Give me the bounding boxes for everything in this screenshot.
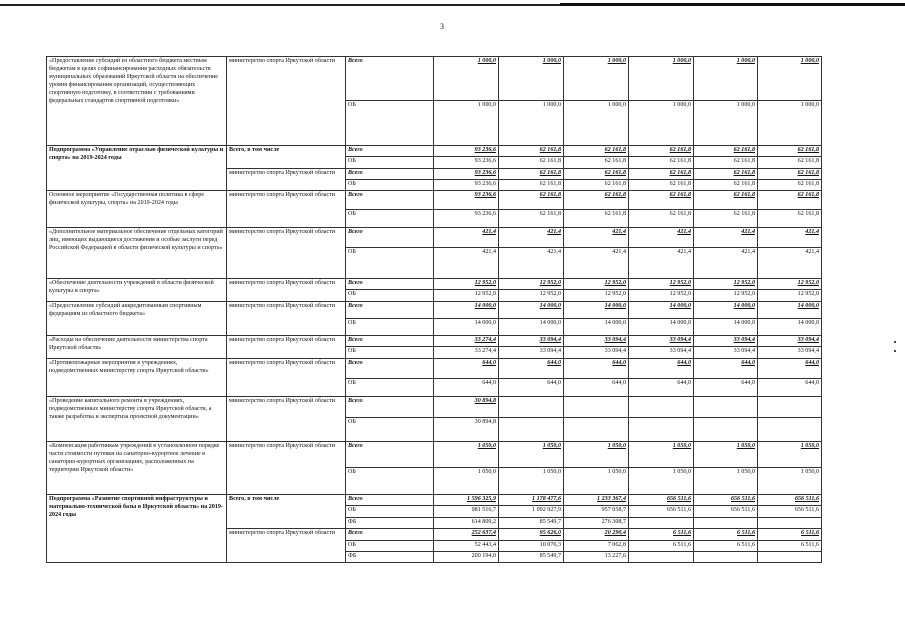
- value-cell: 62 161,8: [758, 169, 822, 180]
- funding-source-cell: ОБ: [346, 468, 434, 495]
- value-cell: 7 062,8: [564, 541, 629, 552]
- value-cell: 1 000,0: [434, 101, 499, 146]
- value-cell: [629, 518, 694, 529]
- value-cell: [629, 418, 694, 442]
- margin-mark: [894, 350, 896, 352]
- value-cell: 62 161,8: [499, 169, 564, 180]
- value-cell: [629, 397, 694, 418]
- value-cell: 14 000,0: [564, 302, 629, 319]
- table-row: [47, 191, 822, 210]
- value-cell: 421,4: [499, 228, 564, 248]
- value-cell: 421,4: [564, 228, 629, 248]
- value-cell: 62 161,8: [694, 191, 758, 210]
- value-cell: 14 000,0: [758, 302, 822, 319]
- value-cell: 656 511,6: [758, 506, 822, 518]
- value-cell: 1 596 325,9: [434, 495, 499, 506]
- value-cell: 644,0: [629, 359, 694, 379]
- value-cell: 1 000,0: [564, 101, 629, 146]
- value-cell: 656 511,6: [629, 506, 694, 518]
- value-cell: 33 094,4: [758, 347, 822, 359]
- value-cell: 1 050,0: [758, 442, 822, 468]
- program-name-cell: «Расходы на обеспечение деятельности министерства спорта Иркутской области»: [47, 336, 227, 359]
- table-row: [47, 397, 822, 418]
- value-cell: 12 952,0: [694, 279, 758, 290]
- funding-source-cell: ОБ: [346, 347, 434, 359]
- value-cell: 200 194,0: [434, 552, 499, 563]
- value-cell: 62 161,8: [758, 180, 822, 191]
- value-cell: 1 050,0: [499, 442, 564, 468]
- value-cell: [758, 418, 822, 442]
- value-cell: 62 161,8: [564, 169, 629, 180]
- value-cell: 14 000,0: [629, 319, 694, 336]
- funding-source-cell: ОБ: [346, 506, 434, 518]
- value-cell: 12 952,0: [758, 290, 822, 302]
- funding-source-cell: Всего: [346, 146, 434, 157]
- funding-source-cell: Всего: [346, 495, 434, 506]
- value-cell: 85 549,7: [499, 518, 564, 529]
- value-cell: 1 000,0: [629, 57, 694, 101]
- value-cell: 1 000,0: [629, 101, 694, 146]
- program-name-cell: «Компенсация работникам учреждений в установленном порядке части стоимости путевки на санаторно-курортное лечение в санаторно-курортных организациях, расположенных на территории Иркутской области»: [47, 442, 227, 495]
- value-cell: 62 161,8: [564, 180, 629, 191]
- value-cell: 1 000,0: [564, 57, 629, 101]
- value-cell: 62 161,8: [629, 210, 694, 228]
- value-cell: 93 236,6: [434, 210, 499, 228]
- value-cell: 12 952,0: [629, 279, 694, 290]
- value-cell: 1 050,0: [499, 468, 564, 495]
- value-cell: 421,4: [694, 248, 758, 279]
- value-cell: 1 178 477,6: [499, 495, 564, 506]
- funding-source-cell: ОБ: [346, 248, 434, 279]
- value-cell: 1 000,0: [758, 101, 822, 146]
- responsible-cell: министерство спорта Иркутской области: [227, 302, 346, 336]
- funding-source-cell: ОБ: [346, 319, 434, 336]
- value-cell: 14 000,0: [629, 302, 694, 319]
- value-cell: 62 161,8: [629, 157, 694, 169]
- value-cell: 276 308,7: [564, 518, 629, 529]
- value-cell: 421,4: [564, 248, 629, 279]
- value-cell: 62 161,8: [499, 157, 564, 169]
- program-name-cell: Подпрограмма «Развитие спортивной инфраструктуры и материально-технической базы в Иркутской области» на 2019-2024 годы: [47, 495, 227, 563]
- value-cell: 14 000,0: [434, 319, 499, 336]
- funding-source-cell: Всего: [346, 279, 434, 290]
- value-cell: 62 161,8: [694, 157, 758, 169]
- funding-source-cell: Всего: [346, 302, 434, 319]
- value-cell: 62 161,8: [564, 191, 629, 210]
- value-cell: 6 511,6: [694, 541, 758, 552]
- value-cell: 644,0: [499, 379, 564, 397]
- program-name-cell: «Проведение капитального ремонта в учреждениях, подведомственных министерству спорта Иркутской области, а также разработка и экспертиза проектной документации»: [47, 397, 227, 442]
- value-cell: 1 000,0: [434, 57, 499, 101]
- value-cell: 62 161,8: [564, 210, 629, 228]
- value-cell: 14 000,0: [758, 319, 822, 336]
- value-cell: [694, 552, 758, 563]
- value-cell: 1 092 927,9: [499, 506, 564, 518]
- value-cell: 62 161,8: [758, 191, 822, 210]
- value-cell: 1 000,0: [499, 57, 564, 101]
- table-row: [47, 359, 822, 379]
- value-cell: 62 161,8: [758, 210, 822, 228]
- value-cell: 6 511,6: [694, 529, 758, 541]
- value-cell: 421,4: [629, 248, 694, 279]
- responsible-cell: министерство спорта Иркутской области: [227, 57, 346, 146]
- value-cell: 62 161,8: [758, 157, 822, 169]
- value-cell: 644,0: [694, 379, 758, 397]
- funding-source-cell: ОБ: [346, 180, 434, 191]
- value-cell: 95 626,0: [499, 529, 564, 541]
- value-cell: 644,0: [758, 379, 822, 397]
- funding-source-cell: Всего: [346, 359, 434, 379]
- value-cell: 1 050,0: [694, 442, 758, 468]
- program-name-cell: «Обеспечение деятельности учреждений в области физической культуры и спорта»: [47, 279, 227, 302]
- value-cell: 12 952,0: [434, 279, 499, 290]
- value-cell: [629, 552, 694, 563]
- value-cell: 33 094,4: [629, 336, 694, 347]
- value-cell: 656 511,6: [694, 495, 758, 506]
- value-cell: [758, 518, 822, 529]
- budget-table: [46, 56, 822, 563]
- program-name-cell: «Дополнительное материальное обеспечение отдельных категорий лиц, имеющих выдающиеся достижения и особые заслуги перед Российской Федерацией в области физической культуры и спорта»: [47, 228, 227, 279]
- value-cell: 656 511,6: [629, 495, 694, 506]
- value-cell: 1 050,0: [434, 468, 499, 495]
- value-cell: 14 000,0: [694, 319, 758, 336]
- value-cell: 33 274,4: [434, 336, 499, 347]
- program-name-cell: «Предоставление субсидий из областного бюджета местным бюджетам в целях софинансирования расходных обязательств муниципальных образований Иркутской области на обеспечение уровня финансирования организаций, осуществляющих спортивную подготовку, в соответствии с требованиями федеральных стандартов спортивной подготовки»: [47, 57, 227, 146]
- value-cell: 12 952,0: [564, 290, 629, 302]
- responsible-cell: министерство спорта Иркутской области: [227, 228, 346, 279]
- responsible-cell: министерство спорта Иркутской области: [227, 191, 346, 228]
- funding-source-cell: ФБ: [346, 518, 434, 529]
- value-cell: 62 161,8: [499, 191, 564, 210]
- value-cell: 62 161,8: [499, 210, 564, 228]
- value-cell: 20 290,4: [564, 529, 629, 541]
- value-cell: 6 511,6: [629, 529, 694, 541]
- value-cell: 1 050,0: [434, 442, 499, 468]
- value-cell: 10 076,3: [499, 541, 564, 552]
- top-border-thick: [560, 3, 905, 6]
- value-cell: 1 050,0: [564, 442, 629, 468]
- value-cell: 85 549,7: [499, 552, 564, 563]
- table-row: [47, 495, 822, 506]
- value-cell: 52 443,4: [434, 541, 499, 552]
- responsible-cell: министерство спорта Иркутской области: [227, 279, 346, 302]
- funding-source-cell: ОБ: [346, 379, 434, 397]
- value-cell: 644,0: [564, 359, 629, 379]
- table-row: [47, 302, 822, 319]
- responsible-cell: министерство спорта Иркутской области: [227, 397, 346, 442]
- value-cell: 30 894,8: [434, 397, 499, 418]
- funding-source-cell: Всего: [346, 57, 434, 101]
- value-cell: 644,0: [758, 359, 822, 379]
- value-cell: 13 227,6: [564, 552, 629, 563]
- margin-mark: [894, 341, 896, 343]
- page-number: 3: [440, 22, 444, 31]
- table-row: [47, 336, 822, 347]
- value-cell: 421,4: [758, 248, 822, 279]
- responsible-cell: министерство спорта Иркутской области: [227, 359, 346, 397]
- value-cell: 33 094,4: [564, 347, 629, 359]
- value-cell: 12 952,0: [434, 290, 499, 302]
- value-cell: 421,4: [694, 228, 758, 248]
- responsible-cell: министерство спорта Иркутской области: [227, 169, 346, 191]
- value-cell: 644,0: [629, 379, 694, 397]
- value-cell: 421,4: [434, 228, 499, 248]
- value-cell: [758, 552, 822, 563]
- value-cell: 62 161,8: [499, 180, 564, 191]
- value-cell: 12 952,0: [758, 279, 822, 290]
- value-cell: 93 236,6: [434, 169, 499, 180]
- table-row: [47, 442, 822, 468]
- funding-source-cell: Всего: [346, 228, 434, 248]
- funding-source-cell: ОБ: [346, 101, 434, 146]
- funding-source-cell: Всего: [346, 397, 434, 418]
- value-cell: 644,0: [434, 379, 499, 397]
- value-cell: 62 161,8: [564, 146, 629, 157]
- funding-source-cell: Всего: [346, 191, 434, 210]
- funding-source-cell: Всего: [346, 169, 434, 180]
- value-cell: 62 161,8: [629, 146, 694, 157]
- value-cell: 1 000,0: [694, 57, 758, 101]
- funding-source-cell: Всего: [346, 529, 434, 541]
- table-row: [47, 228, 822, 248]
- responsible-cell: Всего, в том числе: [227, 146, 346, 169]
- value-cell: 14 000,0: [564, 319, 629, 336]
- responsible-cell: министерство спорта Иркутской области: [227, 336, 346, 359]
- table-row: [47, 146, 822, 157]
- value-cell: 421,4: [434, 248, 499, 279]
- value-cell: 33 094,4: [564, 336, 629, 347]
- responsible-cell: министерство спорта Иркутской области: [227, 442, 346, 495]
- value-cell: 12 952,0: [694, 290, 758, 302]
- value-cell: 1 050,0: [629, 468, 694, 495]
- value-cell: 33 094,4: [694, 336, 758, 347]
- table-row: [47, 57, 822, 101]
- value-cell: [694, 518, 758, 529]
- value-cell: 33 094,4: [499, 336, 564, 347]
- value-cell: 252 637,4: [434, 529, 499, 541]
- value-cell: 1 233 367,4: [564, 495, 629, 506]
- value-cell: 62 161,8: [758, 146, 822, 157]
- program-name-cell: «Предоставление субсидий аккредитованным спортивным федерациям из областного бюджета»: [47, 302, 227, 336]
- value-cell: 656 511,6: [694, 506, 758, 518]
- value-cell: 93 236,6: [434, 146, 499, 157]
- value-cell: 62 161,8: [629, 169, 694, 180]
- value-cell: 6 511,6: [758, 529, 822, 541]
- value-cell: 62 161,8: [694, 169, 758, 180]
- value-cell: 62 161,8: [694, 180, 758, 191]
- value-cell: 33 094,4: [629, 347, 694, 359]
- value-cell: 33 094,4: [499, 347, 564, 359]
- value-cell: 62 161,8: [564, 157, 629, 169]
- value-cell: 12 952,0: [564, 279, 629, 290]
- value-cell: 1 000,0: [694, 101, 758, 146]
- funding-source-cell: ОБ: [346, 157, 434, 169]
- responsible-cell: Всего, в том числе: [227, 495, 346, 529]
- value-cell: 644,0: [694, 359, 758, 379]
- funding-source-cell: ОБ: [346, 418, 434, 442]
- value-cell: 62 161,8: [629, 191, 694, 210]
- value-cell: [564, 397, 629, 418]
- value-cell: 14 000,0: [499, 302, 564, 319]
- value-cell: 12 952,0: [629, 290, 694, 302]
- responsible-cell: министерство спорта Иркутской области: [227, 529, 346, 563]
- value-cell: [758, 397, 822, 418]
- value-cell: 33 274,4: [434, 347, 499, 359]
- value-cell: 1 050,0: [629, 442, 694, 468]
- value-cell: 614 809,2: [434, 518, 499, 529]
- program-name-cell: Основное мероприятие «Государственная политика в сфере физической культуры, спорта» на 2019-2024 годы: [47, 191, 227, 228]
- value-cell: [694, 418, 758, 442]
- value-cell: 644,0: [434, 359, 499, 379]
- value-cell: [694, 397, 758, 418]
- value-cell: 1 000,0: [758, 57, 822, 101]
- value-cell: 644,0: [499, 359, 564, 379]
- value-cell: 33 094,4: [694, 347, 758, 359]
- value-cell: 421,4: [499, 248, 564, 279]
- funding-source-cell: Всего: [346, 336, 434, 347]
- value-cell: 421,4: [629, 228, 694, 248]
- value-cell: 644,0: [564, 379, 629, 397]
- value-cell: 957 058,7: [564, 506, 629, 518]
- funding-source-cell: ОБ: [346, 541, 434, 552]
- value-cell: 14 000,0: [499, 319, 564, 336]
- value-cell: 62 161,8: [694, 210, 758, 228]
- value-cell: 93 236,6: [434, 157, 499, 169]
- table-row: [47, 279, 822, 290]
- value-cell: [564, 418, 629, 442]
- value-cell: [499, 397, 564, 418]
- funding-source-cell: Всего: [346, 442, 434, 468]
- value-cell: 12 952,0: [499, 279, 564, 290]
- program-name-cell: Подпрограмма «Управление отраслью физической культуры и спорта» на 2019-2024 годы: [47, 146, 227, 191]
- funding-source-cell: ОБ: [346, 210, 434, 228]
- value-cell: 14 000,0: [694, 302, 758, 319]
- program-name-cell: «Противопожарные мероприятия в учреждениях, подведомственных министерству спорта Иркутской области»: [47, 359, 227, 397]
- value-cell: 1 000,0: [499, 101, 564, 146]
- value-cell: 93 236,6: [434, 180, 499, 191]
- value-cell: 93 236,6: [434, 191, 499, 210]
- value-cell: 33 094,4: [758, 336, 822, 347]
- value-cell: 62 161,8: [499, 146, 564, 157]
- funding-source-cell: ФБ: [346, 552, 434, 563]
- value-cell: 62 161,8: [629, 180, 694, 191]
- funding-source-cell: ОБ: [346, 290, 434, 302]
- value-cell: 14 000,0: [434, 302, 499, 319]
- value-cell: 1 050,0: [758, 468, 822, 495]
- value-cell: 12 952,0: [499, 290, 564, 302]
- value-cell: 981 516,7: [434, 506, 499, 518]
- value-cell: 6 511,6: [758, 541, 822, 552]
- value-cell: 1 050,0: [564, 468, 629, 495]
- value-cell: 421,4: [758, 228, 822, 248]
- value-cell: 62 161,8: [694, 146, 758, 157]
- value-cell: [499, 418, 564, 442]
- value-cell: 6 511,6: [629, 541, 694, 552]
- value-cell: 656 511,6: [758, 495, 822, 506]
- value-cell: 1 050,0: [694, 468, 758, 495]
- value-cell: 30 894,8: [434, 418, 499, 442]
